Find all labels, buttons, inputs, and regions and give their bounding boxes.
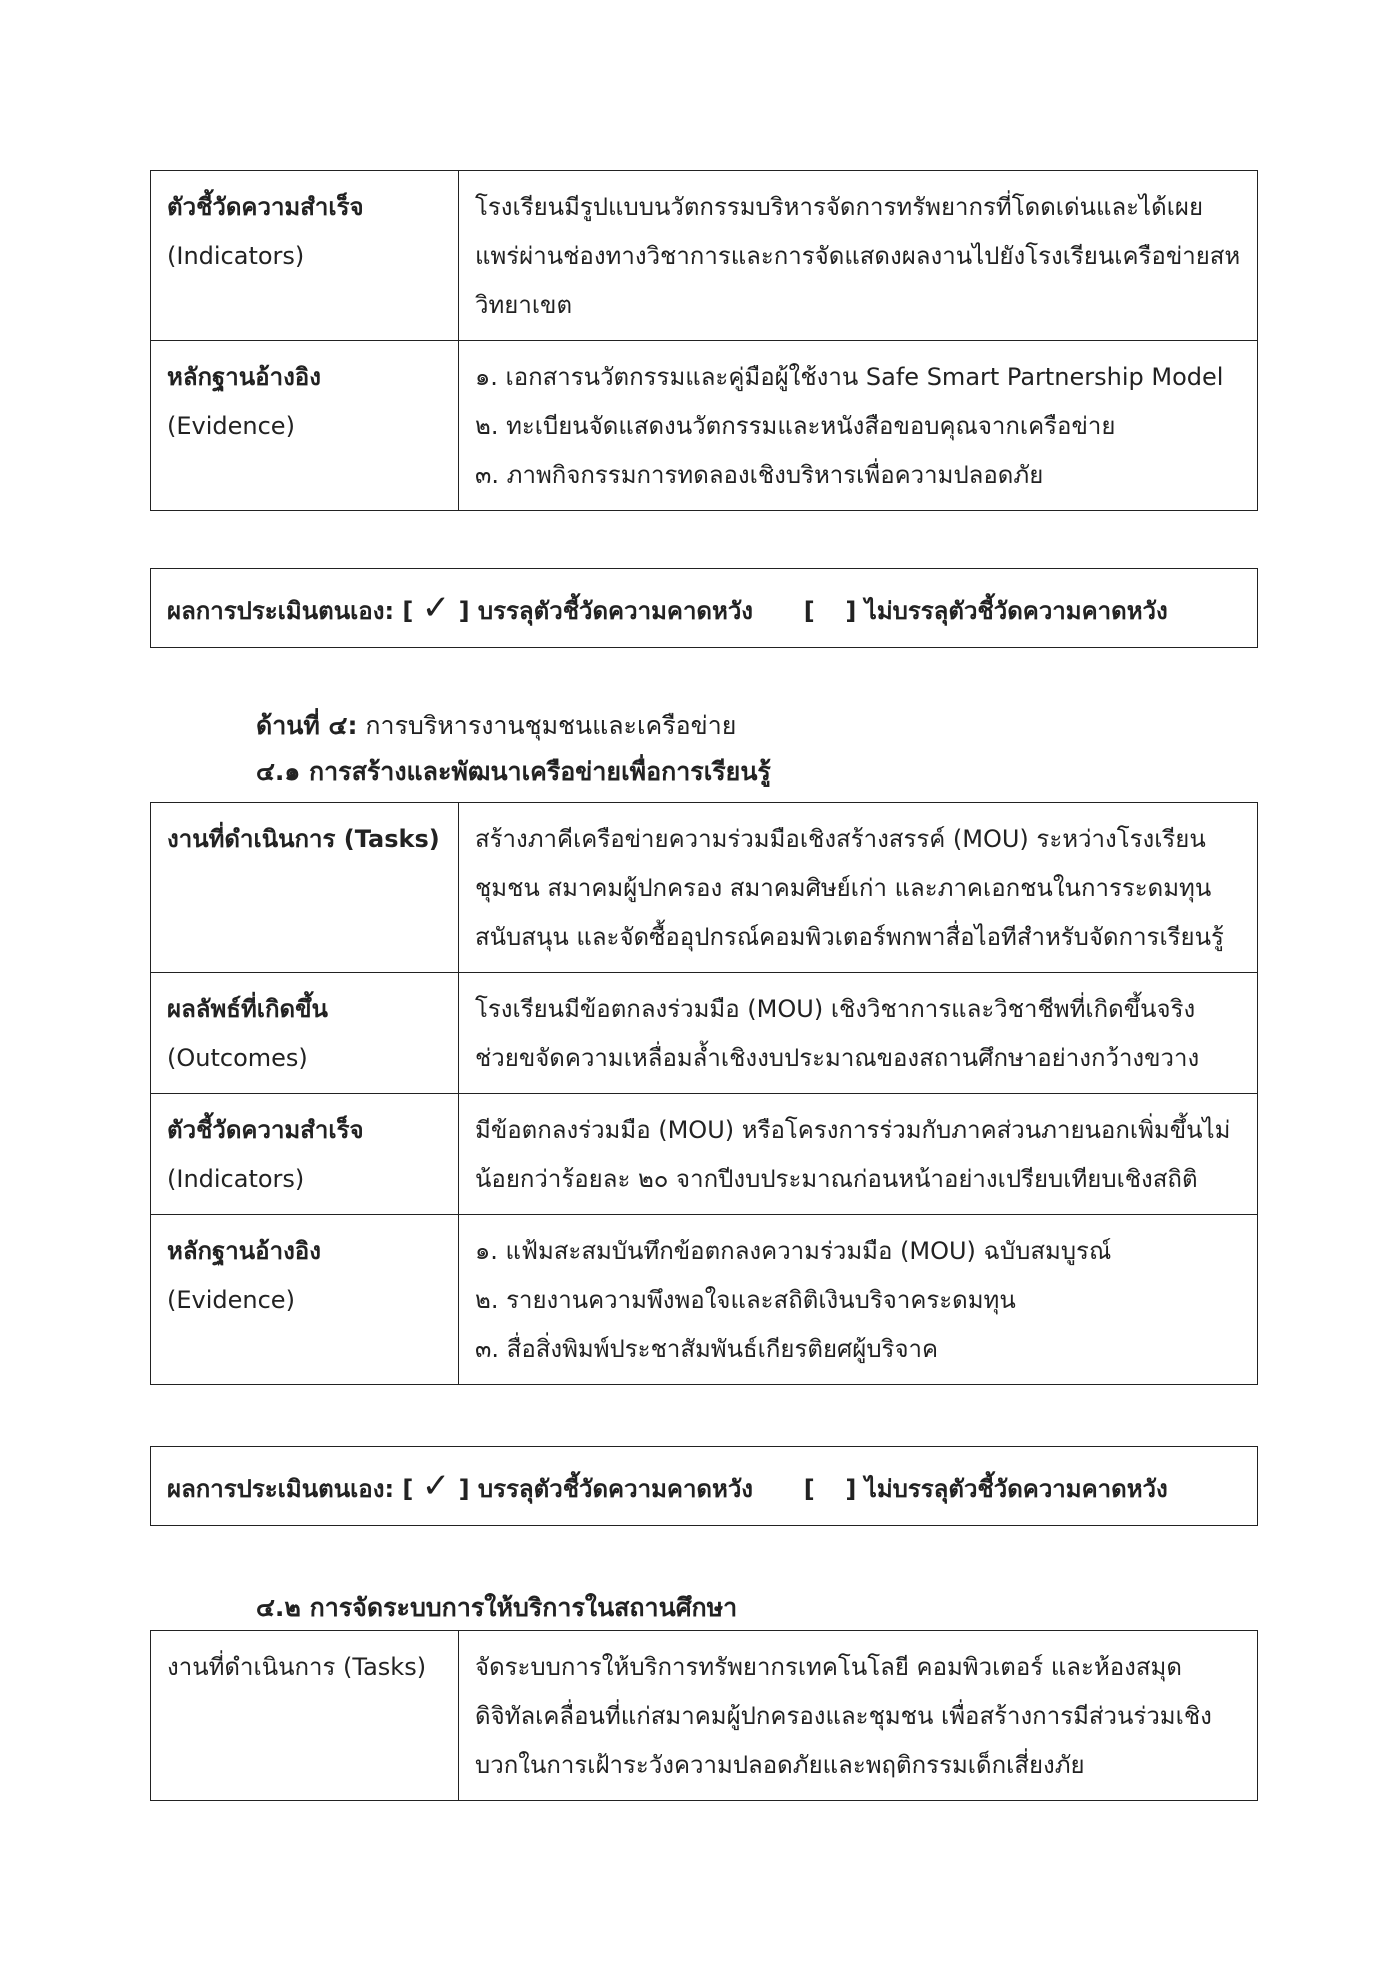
indicators-evidence-table-1	[150, 170, 1258, 511]
evidence-label-en: (Evidence)	[167, 1286, 295, 1314]
indicators-label-en: (Indicators)	[167, 242, 305, 270]
indicators-label-en: (Indicators)	[167, 1165, 305, 1193]
evidence-label-cell	[151, 1215, 459, 1385]
achieved-option: ] บรรลุตัวชี้วัดความคาดหวัง	[458, 1475, 754, 1503]
tasks-label: งานที่ดำเนินการ (Tasks)	[151, 1631, 459, 1801]
section-4-prefix: ด้านที่ ๔:	[256, 711, 358, 740]
self-assessment-result-2	[150, 1446, 1258, 1526]
outcomes-label-en: (Outcomes)	[167, 1044, 308, 1072]
evidence-label-cell	[151, 341, 459, 511]
achieved-bracket-open: [	[402, 597, 414, 625]
table-row	[151, 803, 1258, 973]
evidence-label-en: (Evidence)	[167, 412, 295, 440]
indicators-label-cell	[151, 171, 459, 341]
not-achieved-option: ] ไม่บรรลุตัวชี้วัดความคาดหวัง	[845, 1475, 1168, 1503]
subsection-4-2-heading: ๔.๒ การจัดระบบการให้บริการในสถานศึกษา	[256, 1593, 738, 1622]
evidence-item-1: ๑. แฟ้มสะสมบันทึกข้อตกลงความร่วมมือ (MOU) ฉบับสมบูรณ์	[475, 1237, 1112, 1265]
check-icon: ✓	[421, 588, 451, 628]
result-label: ผลการประเมินตนเอง:	[167, 1475, 395, 1503]
result-label: ผลการประเมินตนเอง:	[167, 597, 395, 625]
tasks-text: จัดระบบการให้บริการทรัพยากรเทคโนโลยี คอมพิวเตอร์ และห้องสมุดดิจิทัลเคลื่อนที่แก่สมาคมผู้ปกครองและชุมชน เพื่อสร้างการมีส่วนร่วมเชิงบวกในการเฝ้าระวังความปลอดภัยและพฤติกรรมเด็กเสี่ยงภัย	[459, 1631, 1258, 1801]
not-achieved-bracket-open: [	[803, 597, 815, 625]
evidence-list	[459, 1215, 1258, 1385]
indicators-text: โรงเรียนมีรูปแบบนวัตกรรมบริหารจัดการทรัพยากรที่โดดเด่นและได้เผยแพร่ผ่านช่องทางวิชาการและการจัดแสดงผลงานไปยังโรงเรียนเครือข่ายสหวิทยาเขต	[459, 171, 1258, 341]
table-row	[151, 973, 1258, 1094]
tasks-text: สร้างภาคีเครือข่ายความร่วมมือเชิงสร้างสรรค์ (MOU) ระหว่างโรงเรียน ชุมชน สมาคมผู้ปกครอง สมาคมศิษย์เก่า และภาคเอกชนในการระดมทุนสนับสนุน และจัดซื้ออุปกรณ์คอมพิวเตอร์พกพาสื่อไอทีสำหรับจัดการเรียนรู้	[459, 803, 1258, 973]
evidence-list	[459, 341, 1258, 511]
indicators-label-cell	[151, 1094, 459, 1215]
outcomes-text: โรงเรียนมีข้อตกลงร่วมมือ (MOU) เชิงวิชาการและวิชาชีพที่เกิดขึ้นจริง ช่วยขจัดความเหลื่อมล้ำเชิงงบประมาณของสถานศึกษาอย่างกว้างขวาง	[459, 973, 1258, 1094]
outcomes-label-cell	[151, 973, 459, 1094]
table-row	[151, 171, 1258, 341]
service-system-table	[150, 1630, 1258, 1801]
table-row	[151, 341, 1258, 511]
evidence-item-1: ๑. เอกสารนวัตกรรมและคู่มือผู้ใช้งาน Safe Smart Partnership Model	[475, 363, 1224, 391]
table-row	[151, 1094, 1258, 1215]
evidence-label-th: หลักฐานอ้างอิง	[167, 363, 321, 391]
outcomes-label-th: ผลลัพธ์ที่เกิดขึ้น	[167, 995, 328, 1023]
indicators-label-th: ตัวชี้วัดความสำเร็จ	[167, 193, 364, 221]
section-4-title: การบริหารงานชุมชนและเครือข่าย	[365, 711, 737, 740]
evidence-label-th: หลักฐานอ้างอิง	[167, 1237, 321, 1265]
subsection-4-1-heading: ๔.๑ การสร้างและพัฒนาเครือข่ายเพื่อการเรียนรู้	[256, 757, 771, 786]
section-4-heading	[256, 706, 736, 746]
evidence-item-3: ๓. ภาพกิจกรรมการทดลองเชิงบริหารเพื่อความปลอดภัย	[475, 461, 1044, 489]
check-icon: ✓	[421, 1466, 451, 1506]
indicators-text: มีข้อตกลงร่วมมือ (MOU) หรือโครงการร่วมกับภาคส่วนภายนอกเพิ่มขึ้นไม่น้อยกว่าร้อยละ ๒๐ จากปีงบประมาณก่อนหน้าอย่างเปรียบเทียบเชิงสถิติ	[459, 1094, 1258, 1215]
network-building-table	[150, 802, 1258, 1385]
evidence-item-2: ๒. รายงานความพึงพอใจและสถิติเงินบริจาคระดมทุน	[475, 1286, 1016, 1314]
achieved-bracket-open: [	[402, 1475, 414, 1503]
table-row	[151, 1215, 1258, 1385]
evidence-item-2: ๒. ทะเบียนจัดแสดงนวัตกรรมและหนังสือขอบคุณจากเครือข่าย	[475, 412, 1116, 440]
not-achieved-bracket-open: [	[803, 1475, 815, 1503]
self-assessment-result-1	[150, 568, 1258, 648]
table-row	[151, 1631, 1258, 1801]
indicators-label-th: ตัวชี้วัดความสำเร็จ	[167, 1116, 364, 1144]
achieved-option: ] บรรลุตัวชี้วัดความคาดหวัง	[458, 597, 754, 625]
tasks-label: งานที่ดำเนินการ (Tasks)	[151, 803, 459, 973]
not-achieved-option: ] ไม่บรรลุตัวชี้วัดความคาดหวัง	[845, 597, 1168, 625]
evidence-item-3: ๓. สื่อสิ่งพิมพ์ประชาสัมพันธ์เกียรติยศผู้บริจาค	[475, 1335, 939, 1363]
